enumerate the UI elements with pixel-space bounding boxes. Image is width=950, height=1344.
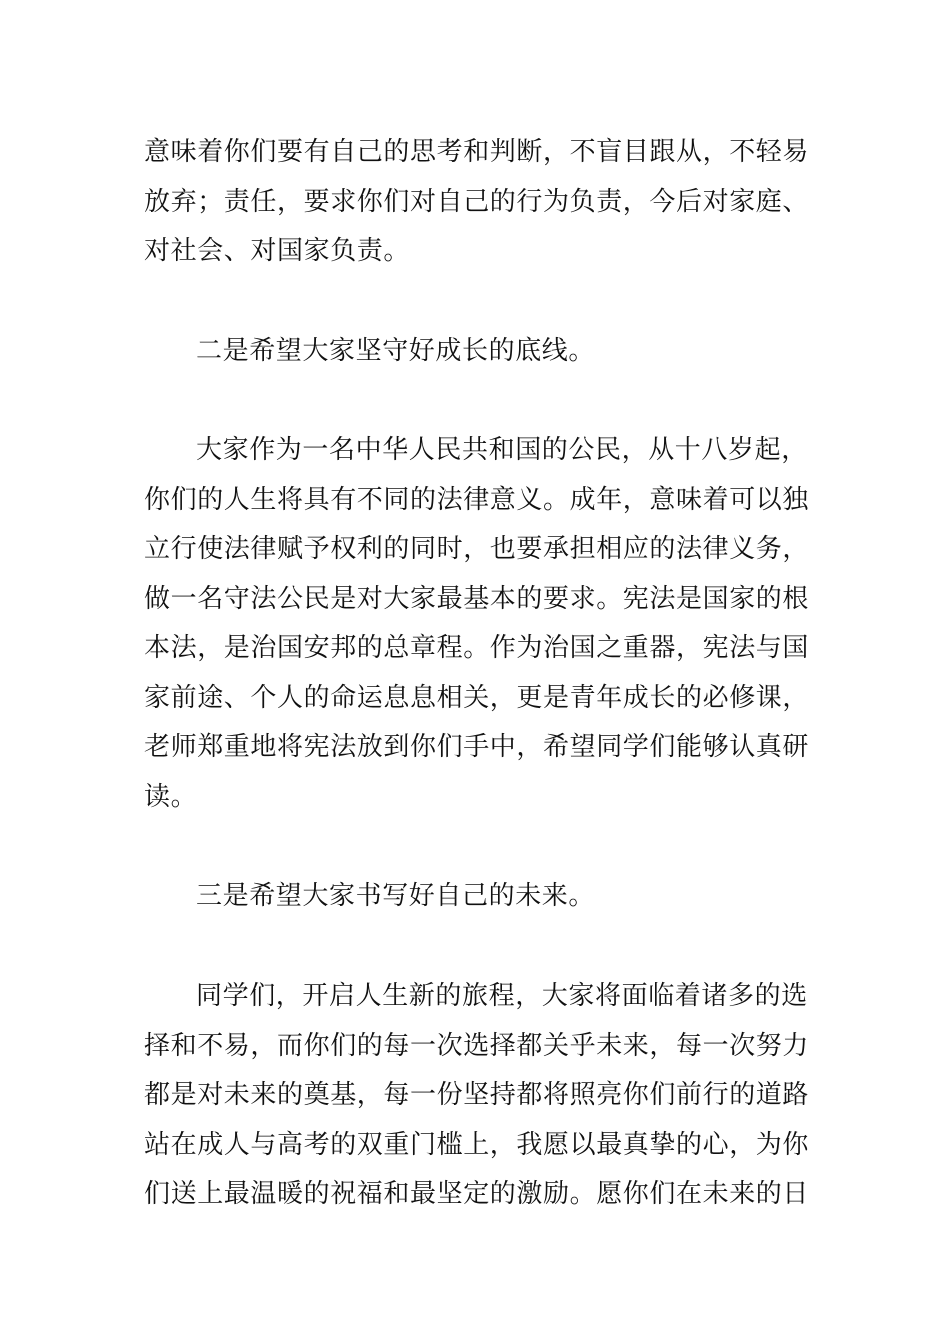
- text-line: 意味着你们要有自己的思考和判断，不盲目跟从，不轻易: [144, 137, 810, 167]
- text-line: 大家作为一名中华人民共和国的公民，从十八岁起，: [196, 435, 808, 465]
- text-line: 都是对未来的奠基，每一份坚持都将照亮你们前行的道路: [144, 1080, 810, 1110]
- text-line: 们送上最温暖的祝福和最坚定的激励。愿你们在未来的日: [144, 1179, 810, 1209]
- section-heading-2: [144, 327, 824, 377]
- paragraph-responsibility: [144, 128, 824, 277]
- text-line: 择和不易，而你们的每一次选择都关乎未来，每一次努力: [144, 1030, 810, 1061]
- text-line: 本法，是治国安邦的总章程。作为治国之重器，宪法与国: [144, 633, 810, 663]
- text-line: 家前途、个人的命运息息相关，更是青年成长的必修课，: [144, 682, 810, 713]
- text-line: 放弃；责任，要求你们对自己的行为负责，今后对家庭、: [144, 186, 810, 217]
- paragraph-law: [144, 426, 824, 822]
- text-line: 做一名守法公民是对大家最基本的要求。宪法是国家的根: [144, 583, 810, 614]
- heading-text: 二是希望大家坚守好成长的底线。: [196, 336, 596, 366]
- text-line: 读。: [144, 781, 198, 812]
- section-heading-3: [144, 872, 824, 922]
- heading-text: 三是希望大家书写好自己的未来。: [196, 881, 596, 911]
- text-line: 你们的人生将具有不同的法律意义。成年，意味着可以独: [144, 484, 810, 515]
- text-line: 站在成人与高考的双重门槛上，我愿以最真挚的心，为你: [144, 1129, 810, 1160]
- paragraph-future: [144, 972, 824, 1220]
- text-line: 老师郑重地将宪法放到你们手中，希望同学们能够认真研: [144, 732, 810, 762]
- text-line: 同学们，开启人生新的旅程，大家将面临着诸多的选: [196, 981, 808, 1011]
- text-line: 对社会、对国家负责。: [144, 236, 411, 266]
- text-line: 立行使法律赋予权利的同时，也要承担相应的法律义务，: [144, 534, 810, 564]
